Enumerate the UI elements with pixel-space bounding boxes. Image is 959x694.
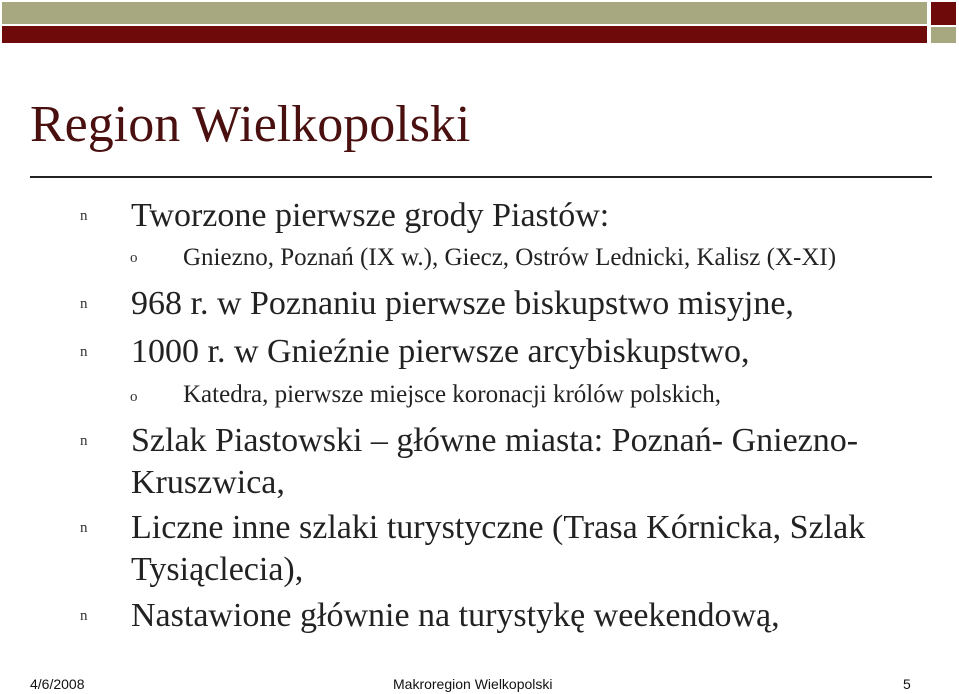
item-text: Szlak Piastowski – główne miasta: Poznań- Gniezno-: [131, 422, 859, 459]
footer-date: 4/6/2008: [30, 676, 85, 692]
item-text: Liczne inne szlaki turystyczne (Trasa Kórnicka, Szlak: [131, 509, 866, 546]
bullet-n-icon: n: [80, 344, 88, 360]
olive-stripe: [2, 2, 927, 24]
title-divider: [30, 176, 932, 178]
item-text-continued: Kruszwica,: [131, 464, 285, 501]
item-text-continued: Tysiąclecia),: [131, 551, 304, 588]
bullet-o-icon: o: [130, 389, 138, 405]
olive-square: [931, 27, 956, 43]
bullet-n-icon: n: [80, 608, 88, 624]
bullet-n-icon: n: [80, 520, 88, 536]
bullet-n-icon: n: [80, 433, 88, 449]
maroon-stripe: [2, 26, 927, 43]
item-text: Gniezno, Poznań (IX w.), Giecz, Ostrów Lednicki, Kalisz (X-XI): [183, 244, 837, 271]
item-text: Katedra, pierwsze miejsce koronacji królów polskich,: [183, 381, 722, 408]
bullet-n-icon: n: [80, 296, 88, 312]
item-text: 1000 r. w Gnieźnie pierwsze arcybiskupstwo,: [131, 333, 750, 370]
footer-title: Makroregion Wielkopolski: [393, 676, 553, 692]
bullet-o-icon: o: [130, 250, 138, 266]
slide-title: Region Wielkopolski: [30, 96, 471, 153]
header-decoration: [0, 0, 959, 44]
maroon-square: [931, 2, 956, 25]
item-text: 968 r. w Poznaniu pierwsze biskupstwo misyjne,: [131, 285, 794, 322]
item-text: Tworzone pierwsze grody Piastów:: [131, 197, 610, 234]
item-text: Nastawione głównie na turystykę weekendową,: [131, 597, 780, 634]
page-number: 5: [903, 676, 911, 692]
bullet-n-icon: n: [80, 208, 88, 224]
